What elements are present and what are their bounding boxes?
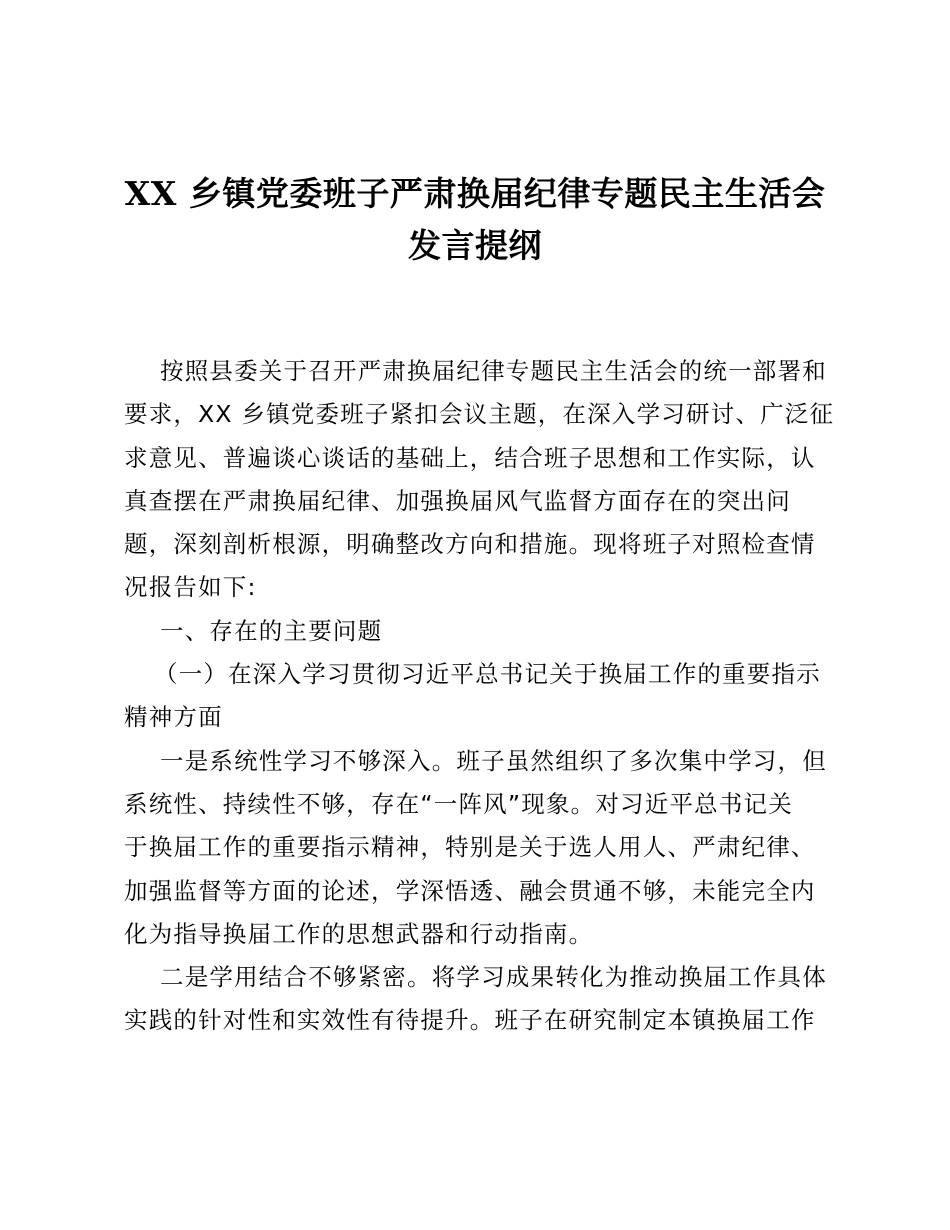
body-line: 实践的针对性和实效性有待提升。班子在研究制定本镇换届工作 [124, 1006, 816, 1035]
body-line: 二是学用结合不够紧密。将学习成果转化为推动换届工作具体 [160, 963, 827, 992]
document-title [110, 168, 840, 272]
body-line: 于换届工作的重要指示精神，特别是关于选人用人、严肃纪律、 [124, 833, 816, 862]
subsection-heading-cont: 精神方面 [124, 703, 223, 732]
body-line: 加强监督等方面的论述，学深悟透、融会贯通不够，未能完全内 [124, 876, 816, 905]
body-line: 题，深刻剖析根源，明确整改方向和措施。现将班子对照检查情 [124, 530, 816, 559]
body-line: 系统性、持续性不够，存在“一阵风”现象。对习近平总书记关 [124, 789, 793, 818]
body-line: 况报告如下: [124, 573, 257, 602]
section-heading: 一、存在的主要问题 [160, 616, 383, 645]
body-line: 真查摆在严肃换届纪律、加强换届风气监督方面存在的突出问 [124, 486, 791, 515]
body-line: 一是系统性学习不够深入。班子虽然组织了多次集中学习，但 [160, 746, 827, 775]
body-line: 化为指导换届工作的思想武器和行动指南。 [124, 919, 594, 948]
body-line: 求意见、普遍谈心谈话的基础上，结合班子思想和工作实际，认 [124, 443, 816, 472]
title-line-1: XX 乡镇党委班子严肃换届纪律专题民主生活会 [124, 174, 826, 213]
document-body [124, 350, 835, 1043]
title-line-2: 发言提纲 [408, 226, 542, 265]
body-line: 要求，XX 乡镇党委班子紧扣会议主题，在深入学习研讨、广泛征 [124, 400, 835, 429]
subsection-heading: （一）在深入学习贯彻习近平总书记关于换届工作的重要指示 [154, 660, 821, 689]
body-line: 按照县委关于召开严肃换届纪律专题民主生活会的统一部署和 [160, 357, 827, 385]
